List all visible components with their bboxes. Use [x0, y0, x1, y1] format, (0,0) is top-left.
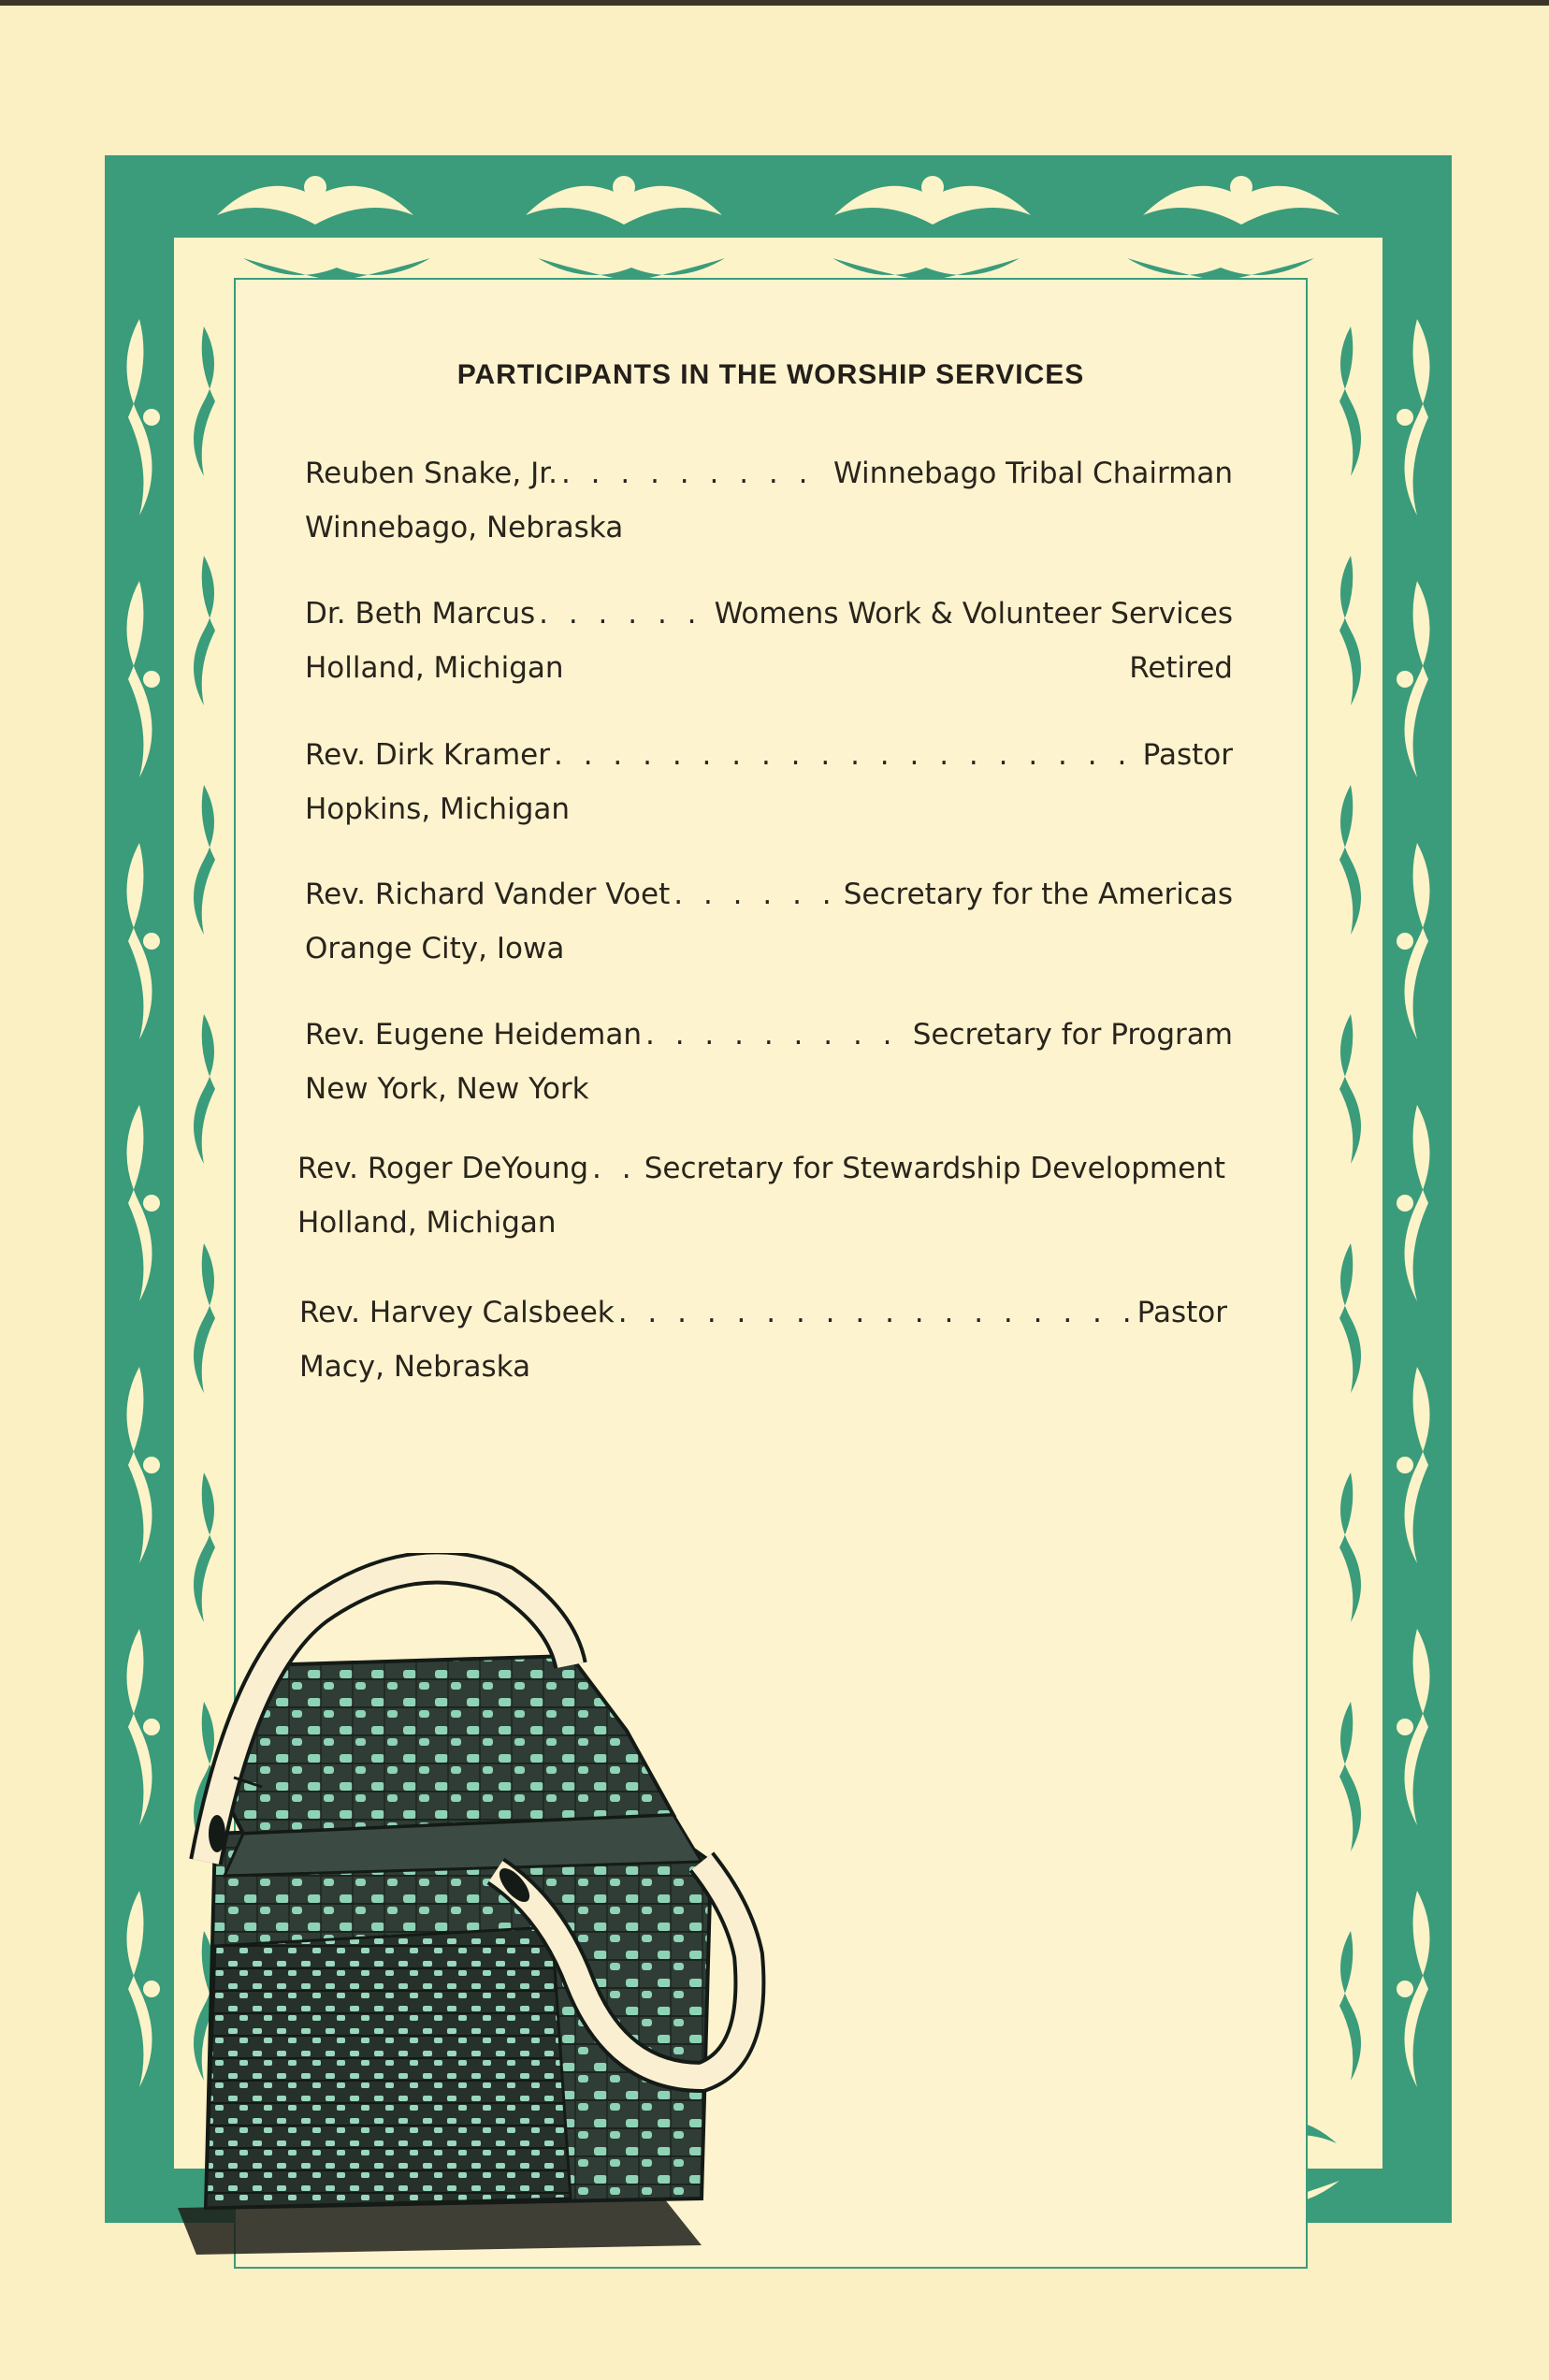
band-right-ornaments: [1326, 286, 1375, 2120]
leader-dots: [592, 1151, 641, 1186]
participant-role: Pastor: [1142, 738, 1233, 772]
leaf-ornament-icon: [109, 1362, 169, 1568]
participant-name: Reuben Snake, Jr.: [305, 457, 557, 490]
leaf-ornament-icon: [109, 1886, 169, 2092]
leaf-ornament-icon: [183, 785, 224, 935]
participant-entry: [305, 596, 1233, 686]
leaf-ornament-icon: [109, 1100, 169, 1306]
participant-name: Rev. Richard Vander Voet: [305, 878, 671, 911]
leaf-ornament-icon: [183, 327, 224, 476]
participant-note: Retired: [1129, 651, 1233, 685]
leaf-ornament-icon: [1387, 1886, 1447, 2092]
border-top-ornaments: [161, 155, 1396, 238]
leaf-ornament-icon: [1330, 1243, 1371, 1393]
leaf-ornament-icon: [1387, 838, 1447, 1044]
leaf-ornament-icon: [1387, 314, 1447, 520]
leader-dots: [673, 877, 840, 912]
leaf-ornament-icon: [1330, 1931, 1371, 2081]
participant-role: Pastor: [1136, 1296, 1227, 1329]
leaf-ornament-icon: [109, 1624, 169, 1830]
participant-name: Dr. Beth Marcus: [305, 597, 536, 631]
participant-entry: [297, 1151, 1225, 1241]
participant-role: Womens Work & Volunteer Services: [714, 597, 1233, 631]
border-left-ornaments: [105, 286, 174, 2120]
leaf-ornament-icon: [1330, 1473, 1371, 1622]
participant-role: Secretary for Stewardship Development: [644, 1152, 1225, 1185]
participant-entry: [305, 737, 1233, 827]
participant-location: Holland, Michigan: [305, 651, 564, 685]
participant-name: Rev. Dirk Kramer: [305, 738, 550, 772]
border-right-ornaments: [1383, 286, 1452, 2120]
leaf-ornament-icon: [825, 159, 1040, 234]
leaf-ornament-icon: [1387, 1362, 1447, 1568]
leaf-ornament-icon: [1387, 576, 1447, 782]
page-title: PARTICIPANTS IN THE WORSHIP SERVICES: [456, 359, 1085, 391]
participant-name: Rev. Roger DeYoung: [297, 1152, 589, 1185]
participant-location: Winnebago, Nebraska: [305, 511, 624, 544]
participant-role: Secretary for the Americas: [843, 878, 1233, 911]
participant-location: Holland, Michigan: [297, 1206, 557, 1240]
participant-location: Hopkins, Michigan: [305, 792, 571, 826]
participant-location: Orange City, Iowa: [305, 932, 565, 965]
participant-name: Rev. Harvey Calsbeek: [299, 1296, 615, 1329]
leaf-ornament-icon: [109, 838, 169, 1044]
leaf-ornament-icon: [1330, 785, 1371, 935]
participant-location: New York, New York: [305, 1072, 589, 1106]
leaf-ornament-icon: [1330, 556, 1371, 705]
leader-dots: [539, 596, 710, 631]
leaf-ornament-icon: [183, 556, 224, 705]
leaf-ornament-icon: [208, 159, 423, 234]
leaf-ornament-icon: [1387, 1100, 1447, 1306]
leaf-ornament-icon: [1387, 1624, 1447, 1830]
leaf-ornament-icon: [109, 314, 169, 520]
participant-entry: [305, 456, 1233, 545]
leaf-ornament-icon: [1330, 327, 1371, 476]
participant-role: Secretary for Program: [912, 1018, 1233, 1052]
page-top-edge: [0, 0, 1549, 6]
leader-dots: [561, 456, 830, 491]
leader-dots: [554, 737, 1139, 773]
participant-location: Macy, Nebraska: [299, 1350, 531, 1384]
participant-entry: [299, 1295, 1227, 1385]
leaf-ornament-icon: [516, 159, 731, 234]
leaf-ornament-icon: [109, 576, 169, 782]
leaf-ornament-icon: [1134, 159, 1349, 234]
participant-role: Winnebago Tribal Chairman: [833, 457, 1233, 490]
leader-dots: [618, 1295, 1134, 1330]
leaf-ornament-icon: [1330, 1014, 1371, 1164]
participant-name: Rev. Eugene Heideman: [305, 1018, 643, 1052]
leaf-ornament-icon: [183, 1014, 224, 1164]
participant-entry: [305, 1017, 1233, 1107]
leader-dots: [645, 1017, 909, 1052]
leaf-ornament-icon: [183, 1243, 224, 1393]
woven-basket-illustration: [178, 1553, 889, 2255]
leaf-ornament-icon: [1330, 1702, 1371, 1851]
participant-entry: [305, 877, 1233, 966]
